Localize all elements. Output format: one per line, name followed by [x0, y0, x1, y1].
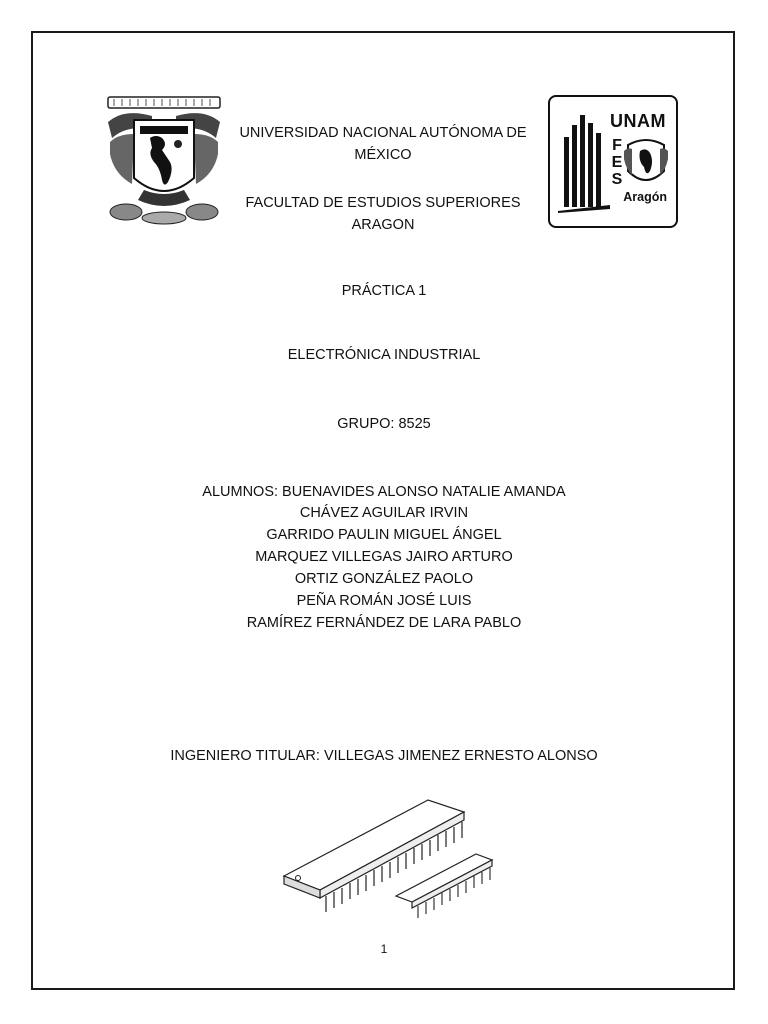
- building-columns-icon: [558, 107, 610, 215]
- student-name: MARQUEZ VILLEGAS JAIRO ARTURO: [255, 549, 513, 565]
- campus-label: Aragón: [623, 190, 667, 204]
- university-name-line-2: MÉXICO: [354, 147, 412, 163]
- unam-label: UNAM: [610, 111, 666, 131]
- university-name-line-1: UNIVERSIDAD NACIONAL AUTÓNOMA DE: [239, 125, 527, 141]
- faculty-name-line-1: FACULTAD DE ESTUDIOS SUPERIORES: [245, 195, 521, 211]
- student-name: CHÁVEZ AGUILAR IRVIN: [299, 505, 469, 521]
- student-name: RAMÍREZ FERNÁNDEZ DE LARA PABLO: [246, 615, 522, 631]
- students-label: ALUMNOS: BUENAVIDES ALONSO NATALIE AMANDA: [202, 484, 566, 500]
- subject-title: ELECTRÓNICA INDUSTRIAL: [287, 347, 481, 363]
- page-number: 1: [380, 942, 388, 956]
- student-name: PEÑA ROMÁN JOSÉ LUIS: [296, 593, 472, 609]
- fes-letters: F E S: [611, 137, 623, 188]
- student-name: GARRIDO PAULIN MIGUEL ÁNGEL: [266, 527, 502, 543]
- student-name: ORTIZ GONZÁLEZ PAOLO: [294, 571, 474, 587]
- unam-seal-logo: [104, 94, 224, 226]
- faculty-name-line-2: ARAGON: [351, 217, 415, 233]
- fes-aragon-logo: [548, 95, 678, 228]
- practice-title: PRÁCTICA 1: [341, 283, 427, 299]
- mini-seal-icon: [624, 135, 668, 189]
- integrated-circuit-chips-image: [278, 790, 500, 922]
- instructor-label: INGENIERO TITULAR: VILLEGAS JIMENEZ ERNESTO ALONSO: [170, 748, 598, 764]
- group-label: GRUPO: 8525: [337, 416, 431, 432]
